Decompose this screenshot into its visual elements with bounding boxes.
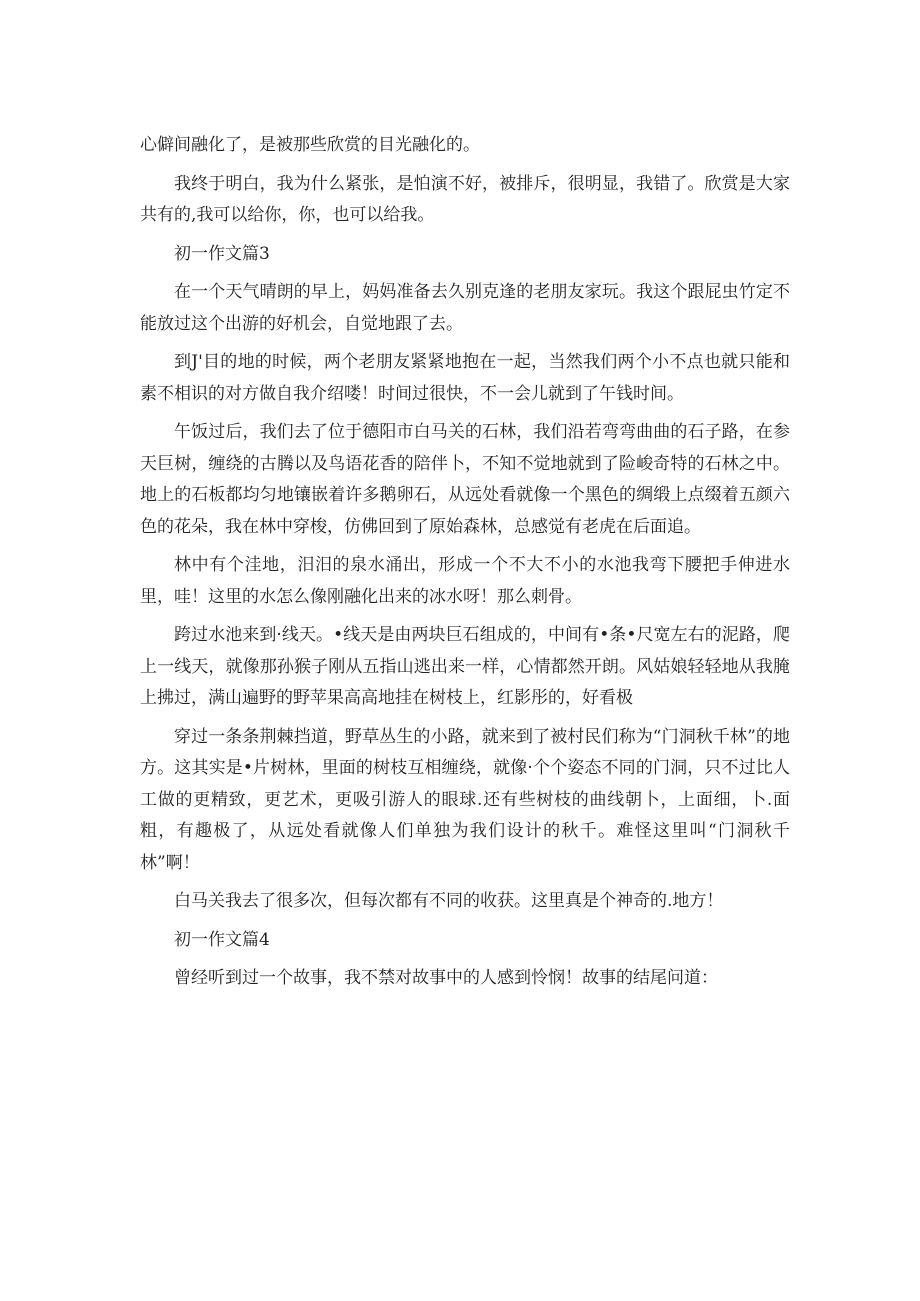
paragraph: 林中有个洼地，汨汨的泉水涌出，形成一个不大不小的水池我弯下腰把手伸进水里，哇！这里的水怎么像刚融化出来的冰水呀！那么刺骨。 [140,555,790,607]
paragraph: 午饭过后，我们去了位于德阳市白马关的石林，我们沿若弯弯曲曲的石子路，在参天巨树，缠绕的古腾以及鸟语花香的陪伴卜，不知不觉地就到了险峻奇特的石林之中。地上的石板都均匀地镶嵌着许多鹅卵石，从远处看就像一个黑色的绸缎上点缀着五颜六色的花朵，我在林中穿梭，仿佛回到了原始森林，总感觉有老虎在后面追。 [140,422,790,537]
paragraph: 我终于明白，我为什么紧张，是怕演不好，被排斥，很明显，我错了。欣赏是大家共有的,我可以给你，你，也可以给我。 [140,173,790,225]
paragraph-continuation: 心僻间融化了，是被那些欣赏的目光融化的。 [140,135,480,155]
paragraph: 到J'目的地的时候，两个老朋友紧紧地抱在一起，当然我们两个小不点也就只能和素不相识的对方做自我介绍喽！时间过很快，不一会儿就到了午钱时间。 [140,352,790,404]
section-heading-4: 初一作文篇4 [174,929,270,950]
paragraph: 在一个天气晴朗的早上，妈妈准备去久别克逢的老朋友家玩。我这个跟屁虫竹定不能放过这个出游的好机会，自觉地跟了去。 [140,282,790,334]
paragraph: 穿过一条条荆棘挡道，野草丛生的小路，就来到了被村民们称为“门洞秋千林”的地方。这其实是•片树林，里面的树枝互相缠绕，就像·个个姿态不同的门洞，只不过比人工做的更精致，更艺术，更吸引游人的眼球.还有些树枝的曲线朝卜，上面细，卜.面粗，有趣极了，从远处看就像人们单独为我们设计的秋千。难怪这里叫“门洞秋千林”啊！ [140,726,790,873]
paragraph: 白马关我去了很多次，但每次都有不同的收获。这里真是个神奇的.地方！ [174,891,724,911]
document-body [140,130,790,1002]
paragraph: 跨过水池来到·线天。•线天是由两块巨石组成的，中间有•条•尺宽左右的泥路，爬上一线天，就像那孙猴子刚从五指山逃出来一样，心情都然开朗。风姑娘轻轻地从我腌上拂过，满山遍野的野苹果高高地挂在树枝上，红影彤的，好看极 [140,625,790,708]
section-heading-3: 初一作文篇3 [174,243,270,264]
paragraph: 曾经听到过一个故事，我不禁对故事中的人感到怜悯！故事的结尾问道： [174,968,718,988]
